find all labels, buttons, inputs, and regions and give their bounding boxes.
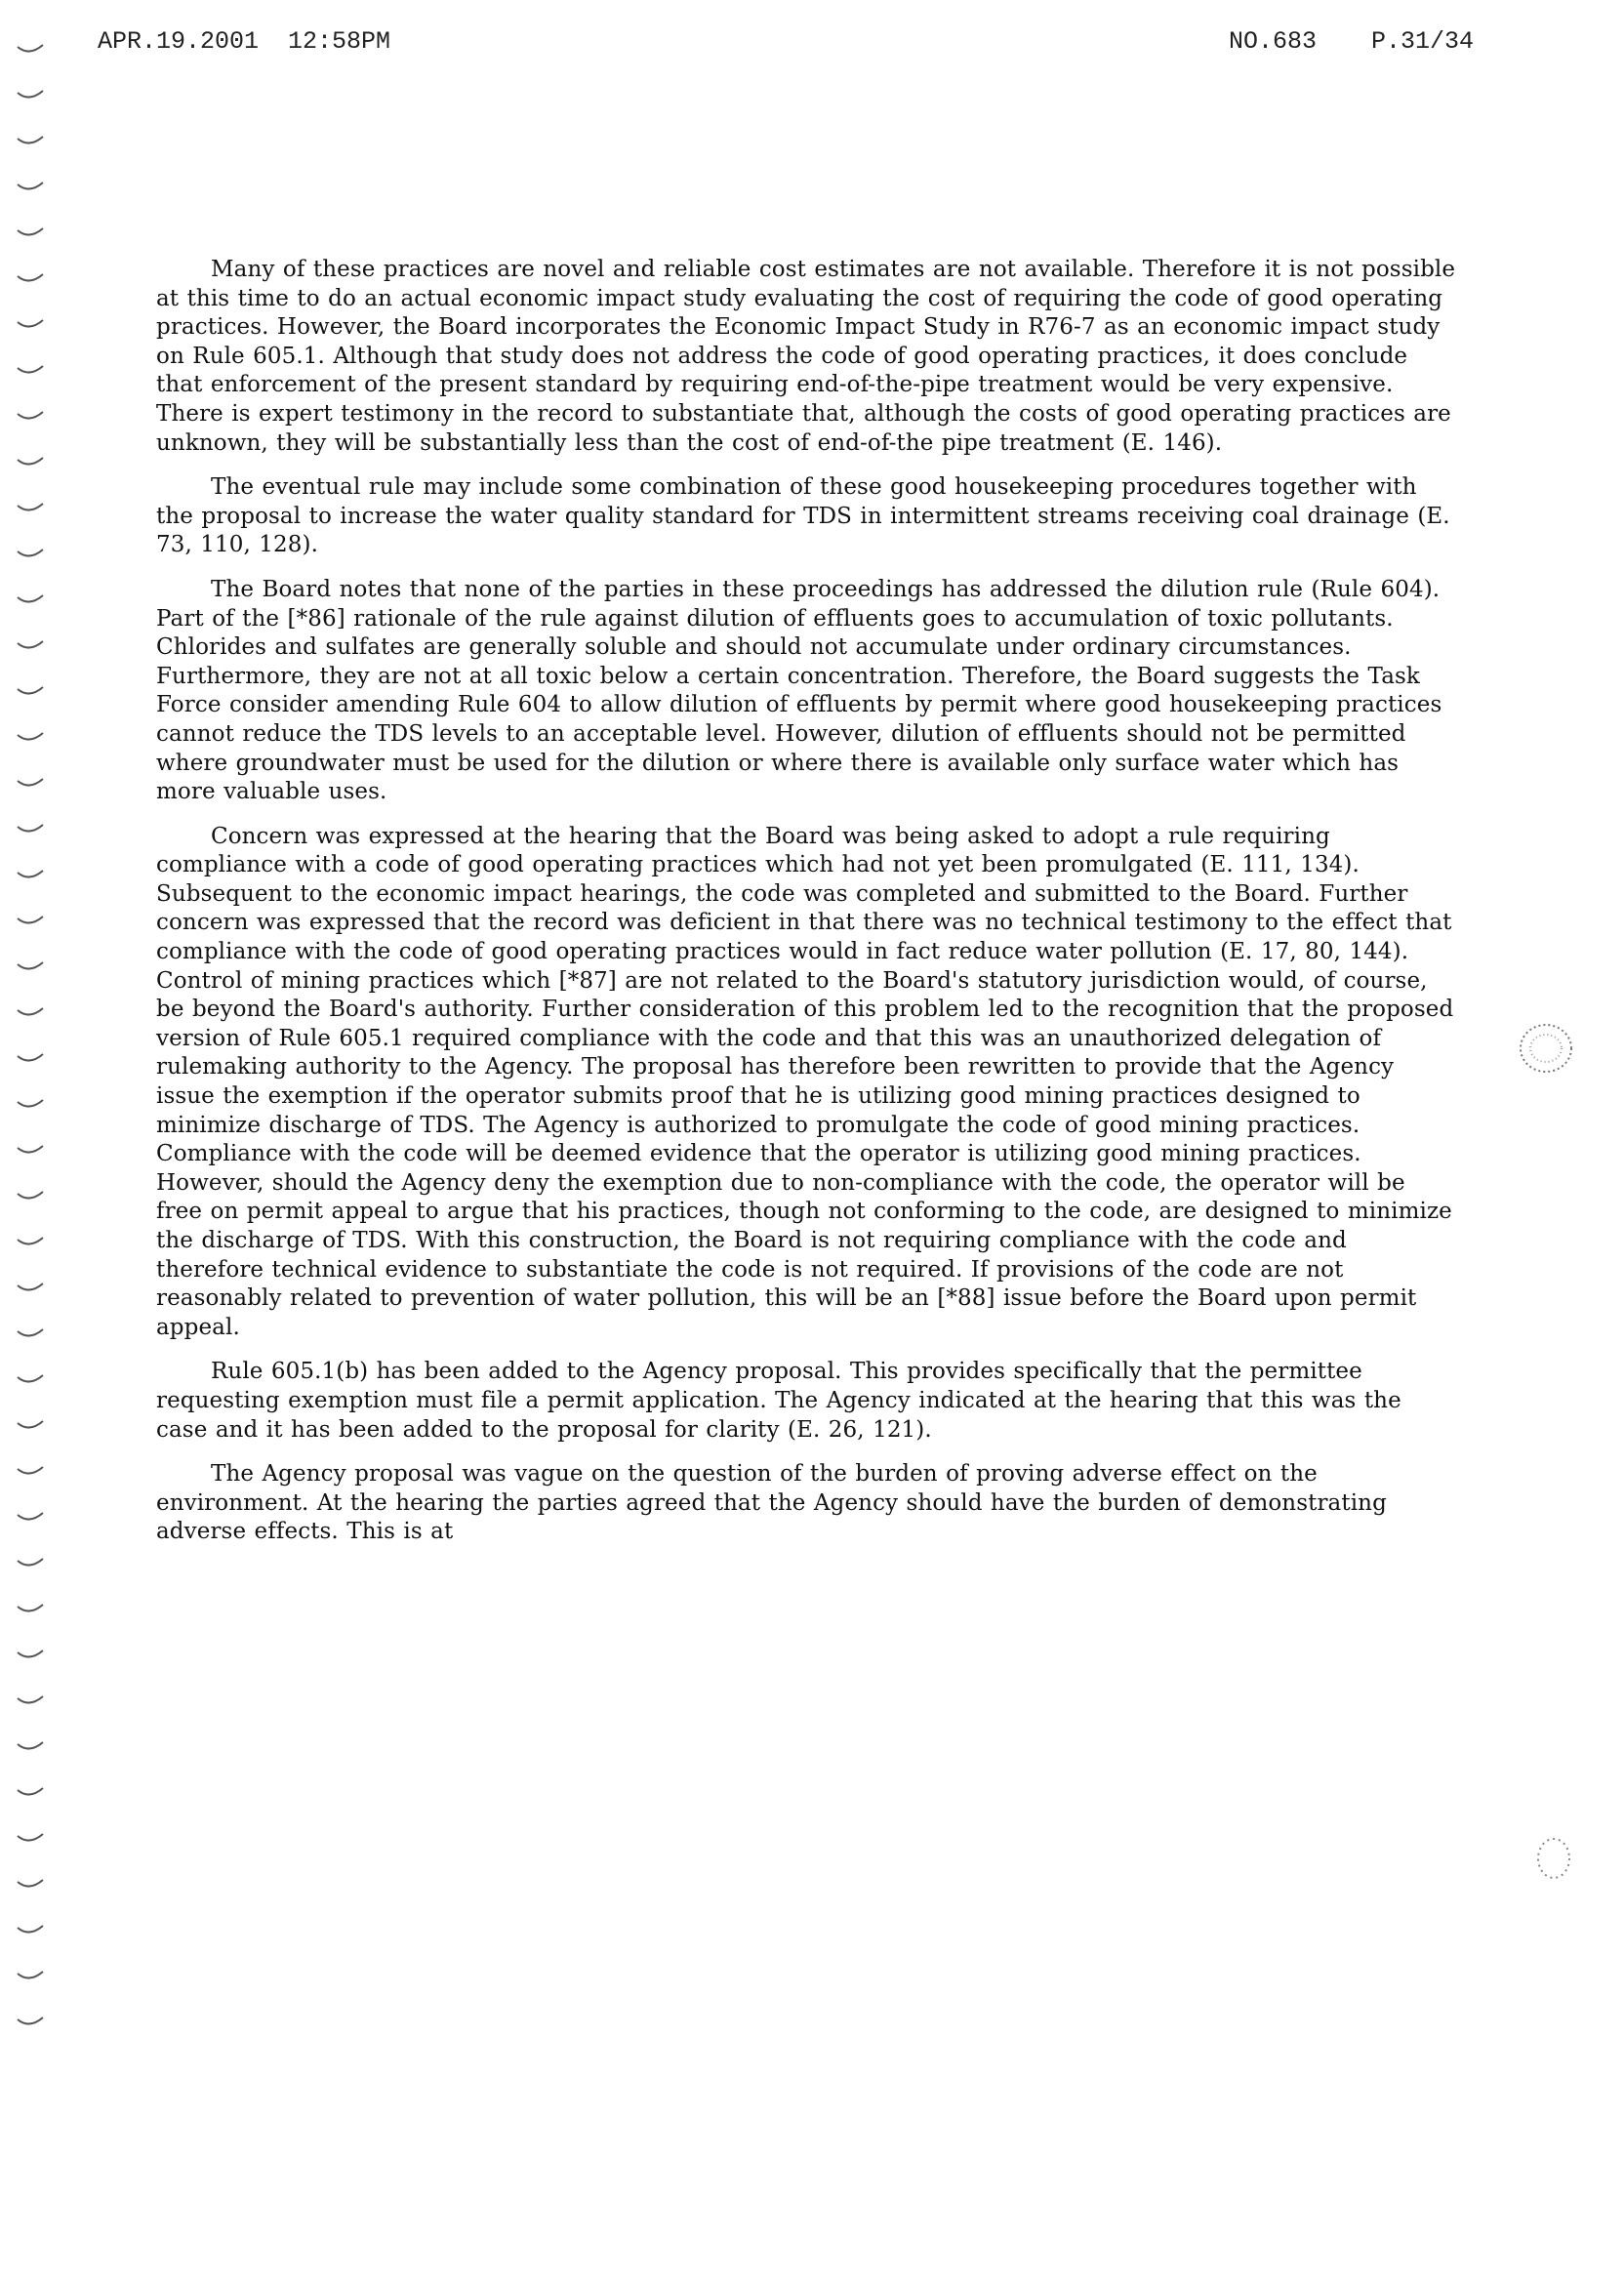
binding-mark [18, 1834, 43, 1841]
paragraph-4: Concern was expressed at the hearing that the Board was being asked to adopt a rule requiring compliance with a code of good operating practices which had not yet been promulgated (E. 111, 134). Subsequent to the economic impact hearings, the code was completed and submitted to the Board. Further concern was expressed that the record was deficient in that there was no technical testimony to the effect that compliance with the code of good operating practices would in fact reduce water pollution (E. 17, 80, 144). Control of mining practices which [*87] are not related to the Board's statutory jurisdiction would, of course, be beyond the Board's authority. Further consideration of this problem led to the recognition that the proposed version of Rule 605.1 required compliance with the code and that this was an unauthorized delegation of rulemaking authority to the Agency. The proposal has therefore been rewritten to provide that the Agency issue the exemption if the operator submits proof that he is utilizing good mining practices designed to minimize discharge of TDS. The Agency is authorized to promulgate the code of good mining practices. Compliance with the code will be deemed evidence that the operator is utilizing good mining practices. However, should the Agency deny the exemption due to non-compliance with the code, the operator will be free on permit appeal to argue that his practices, though not conforming to the code, are designed to minimize the discharge of TDS. With this construction, the Board is not requiring compliance with the code and therefore technical evidence to substantiate the code is not required. If provisions of the code are not reasonably related to prevention of water pollution, this will be an [*88] issue before the Board upon permit appeal. [156, 823, 1454, 1340]
binding-mark [18, 320, 43, 327]
binding-mark [18, 1696, 43, 1703]
binding-mark [18, 1054, 43, 1061]
binding-mark [18, 1788, 43, 1795]
binding-mark [18, 45, 43, 52]
binding-mark [18, 1972, 43, 1978]
binding-mark [18, 733, 43, 740]
binding-mark [18, 1467, 43, 1474]
paragraph-1: Many of these practices are novel and reliable cost estimates are not available. Therefore it is not possible at this time to do an actual economic impact study evaluating the cost of requiring the code of good operating practices. However, the Board incorporates the Economic Impact Study in R76-7 as an economic impact study on Rule 605.1. Although that study does not address the code of good operating practices, it does conclude that enforcement of the present standard by requiring end-of-the-pipe treatment would be very expensive. There is expert testimony in the record to substantiate that, although the costs of good operating practices are unknown, they will be substantially less than the cost of end-of-the pipe treatment (E. 146). [156, 257, 1456, 456]
scan-speck-graphic [1513, 1015, 1581, 1083]
paragraph-3: The Board notes that none of the parties in these proceedings has addressed the dilution rule (Rule 604). Part of the [*86] rationale of the rule against dilution of effluents goes to accumulation of toxic pollutants. Chlorides and sulfates are generally soluble and should not accumulate under ordinary circumstances. Furthermore, they are not at all toxic below a certain concentration. Therefore, the Board suggests the Task Force consider amending Rule 604 to allow dilution of effluents by permit where good housekeeping practices cannot reduce the TDS levels to an acceptable level. However, dilution of effluents should not be permitted where groundwater must be used for the dilution or where there is available only surface water which has more valuable uses. [156, 576, 1442, 805]
fax-number: NO.683 [1228, 27, 1317, 56]
binding-mark [18, 641, 43, 648]
fax-time: 12:58PM [288, 27, 391, 56]
fax-header-left [98, 27, 390, 56]
binding-mark [18, 917, 43, 923]
binding-mark [18, 137, 43, 143]
binding-mark [18, 1559, 43, 1566]
binding-mark [18, 1100, 43, 1107]
binding-mark [18, 687, 43, 694]
binding-mark [18, 825, 43, 832]
scan-speck [1513, 1015, 1581, 1087]
binding-mark [18, 1008, 43, 1015]
binding-mark [18, 779, 43, 786]
paragraph-2: The eventual rule may include some combination of these good housekeeping procedures together with the proposal to increase the water quality standard for TDS in intermittent streams receiving coal drainage (E. 73, 110, 128). [156, 474, 1450, 558]
binding-mark [18, 1926, 43, 1933]
binding-mark [18, 366, 43, 373]
binding-mark [18, 504, 43, 510]
binding-marks [14, 39, 53, 2108]
paragraph-6: The Agency proposal was vague on the question of the burden of proving adverse effect on the environment. At the hearing the parties agreed that the Agency should have the burden of demonstrating adverse effects. This is at [156, 1461, 1387, 1545]
binding-mark [18, 1880, 43, 1887]
fax-date: APR.19.2001 [98, 27, 260, 56]
binding-mark [18, 1146, 43, 1153]
binding-mark [18, 412, 43, 419]
binding-mark [18, 1742, 43, 1749]
document-body [156, 256, 1459, 1563]
binding-mark [18, 1421, 43, 1428]
binding-mark [18, 1375, 43, 1382]
binding-mark [18, 1329, 43, 1336]
binding-mark [18, 595, 43, 602]
binding-mark [18, 871, 43, 877]
binding-mark [18, 1192, 43, 1199]
scan-speck-2 [1530, 1835, 1579, 1888]
binding-mark [18, 228, 43, 235]
binding-mark [18, 458, 43, 465]
fax-page-number: P.31/34 [1370, 27, 1474, 56]
binding-mark [18, 962, 43, 969]
fax-header [98, 27, 1474, 61]
binding-mark [18, 183, 43, 189]
binding-mark [18, 91, 43, 98]
binding-mark [18, 1605, 43, 1611]
scan-speck-2-graphic [1530, 1835, 1579, 1884]
paragraph-5: Rule 605.1(b) has been added to the Agency proposal. This provides specifically that the permittee requesting exemption must file a permit application. The Agency indicated at the hearing that this was the case and it has been added to the proposal for clarity (E. 26, 121). [156, 1359, 1401, 1443]
binding-marks-graphic [14, 39, 53, 2108]
binding-mark [18, 274, 43, 281]
binding-mark [18, 1650, 43, 1657]
binding-mark [18, 2017, 43, 2024]
fax-header-right [1229, 27, 1474, 56]
binding-mark [18, 1513, 43, 1520]
binding-mark [18, 1238, 43, 1244]
binding-mark [18, 550, 43, 556]
binding-mark [18, 1284, 43, 1290]
